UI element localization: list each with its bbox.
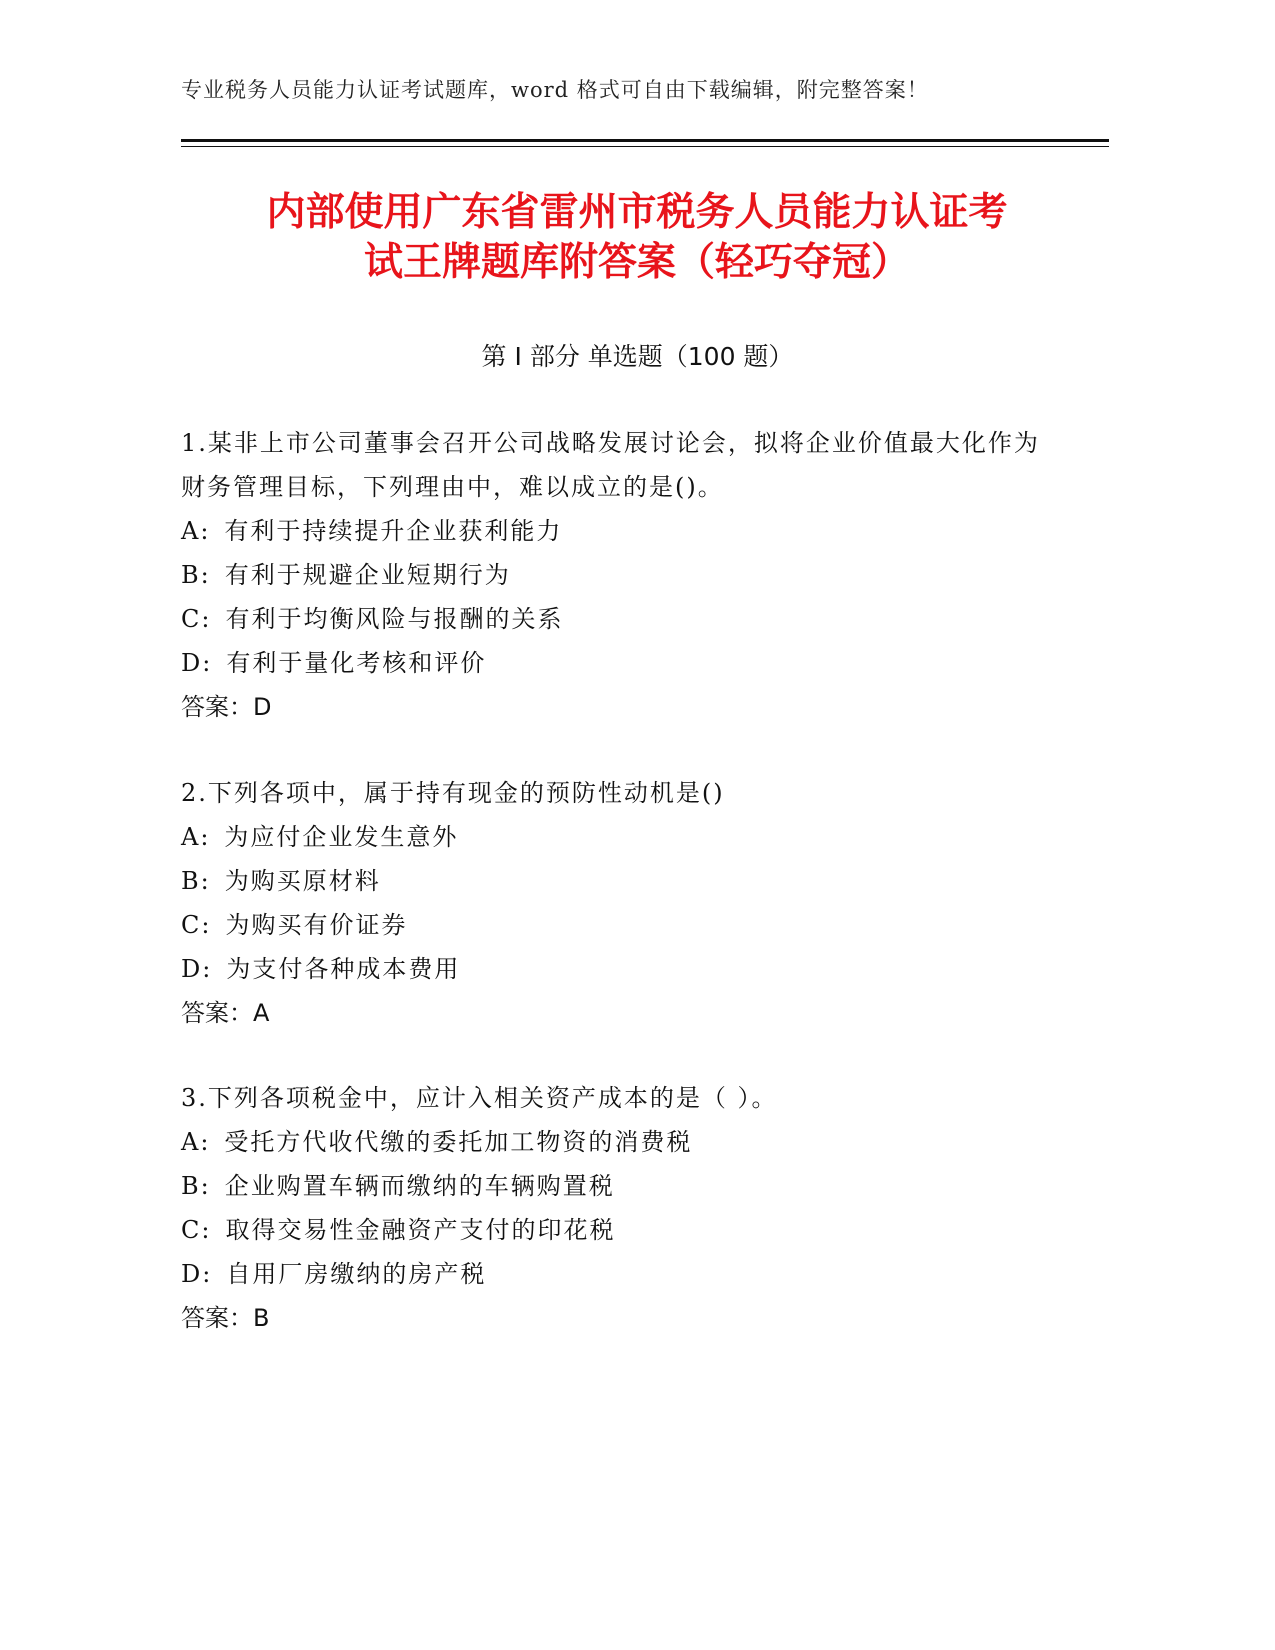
option-text: 有利于持续提升企业获利能力 — [224, 517, 563, 545]
option-d — [181, 1252, 1041, 1296]
question-stem: 2.下列各项中，属于持有现金的预防性动机是() — [181, 779, 725, 807]
option-a — [181, 1120, 1041, 1164]
header-note: 专业税务人员能力认证考试题库，word 格式可自由下载编辑，附完整答案！ — [181, 78, 929, 102]
question-stem: 1.某非上市公司董事会召开公司战略发展讨论会，拟将企业价值最大化作为财务管理目标，下列理由中，难以成立的是()。 — [181, 429, 1040, 501]
option-key: D: — [181, 955, 213, 983]
section-heading: 第 I 部分 单选题（100 题） — [481, 342, 794, 371]
option-key: A: — [181, 517, 211, 545]
header-rule-thin — [181, 146, 1109, 147]
answer: 答案：D — [181, 693, 272, 721]
option-b — [181, 1164, 1041, 1208]
option-key: B: — [181, 561, 211, 589]
option-key: B: — [181, 867, 211, 895]
option-key: B: — [181, 1172, 211, 1200]
answer: 答案：A — [181, 999, 270, 1027]
document-title — [150, 188, 1124, 288]
option-key: C: — [181, 911, 212, 939]
question-3 — [181, 1076, 1041, 1340]
option-c — [181, 903, 1041, 947]
option-text: 为购买有价证券 — [225, 911, 408, 939]
answer: 答案：B — [181, 1304, 270, 1332]
option-text: 取得交易性金融资产支付的印花税 — [225, 1216, 616, 1244]
question-2 — [181, 771, 1041, 1035]
option-a — [181, 509, 1041, 553]
option-text: 有利于量化考核和评价 — [226, 649, 487, 677]
option-d — [181, 947, 1041, 991]
question-1 — [181, 421, 1041, 729]
document-title-line-2: 试王牌题库附答案（轻巧夺冠） — [363, 240, 910, 285]
option-b — [181, 553, 1041, 597]
option-key: D: — [181, 649, 213, 677]
question-stem: 3.下列各项税金中，应计入相关资产成本的是（ ）。 — [181, 1084, 778, 1112]
option-key: C: — [181, 1216, 212, 1244]
option-key: C: — [181, 605, 212, 633]
option-key: D: — [181, 1260, 213, 1288]
option-text: 自用厂房缴纳的房产税 — [226, 1260, 487, 1288]
option-key: A: — [181, 823, 211, 851]
option-c — [181, 1208, 1041, 1252]
option-text: 有利于均衡风险与报酬的关系 — [225, 605, 564, 633]
option-text: 为应付企业发生意外 — [224, 823, 459, 851]
option-key: A: — [181, 1128, 211, 1156]
option-c — [181, 597, 1041, 641]
option-text: 为购买原材料 — [224, 867, 381, 895]
option-a — [181, 815, 1041, 859]
header-rule-thick — [181, 139, 1109, 142]
option-text: 受托方代收代缴的委托加工物资的消费税 — [224, 1128, 693, 1156]
document-title-line-1: 内部使用广东省雷州市税务人员能力认证考 — [266, 190, 1008, 235]
option-text: 为支付各种成本费用 — [226, 955, 461, 983]
option-b — [181, 859, 1041, 903]
option-text: 有利于规避企业短期行为 — [224, 561, 511, 589]
option-d — [181, 641, 1041, 685]
option-text: 企业购置车辆而缴纳的车辆购置税 — [224, 1172, 615, 1200]
